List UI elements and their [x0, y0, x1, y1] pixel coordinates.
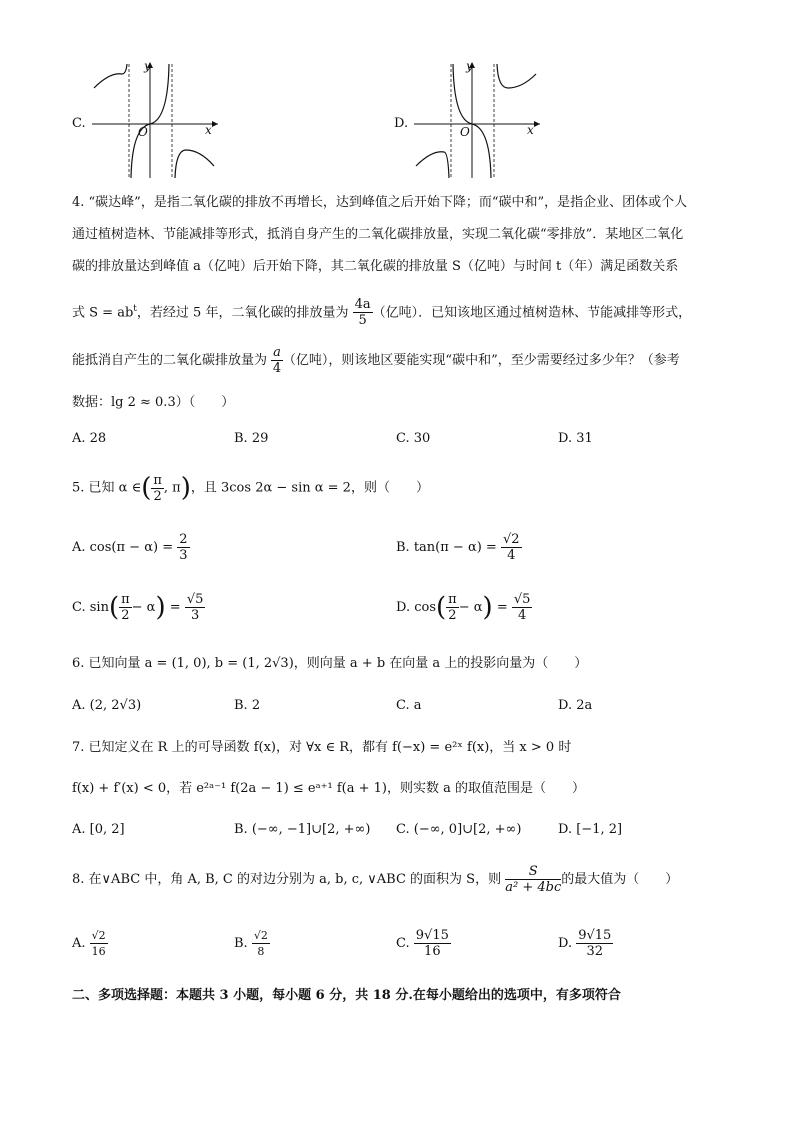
q5-stem-frac — [151, 473, 164, 504]
q4-line5-end: （亿吨），则该地区要能实现“碳中和”，至少需要经过多少年？（参考 — [282, 353, 680, 368]
graph-c-x: x — [205, 123, 212, 137]
q5-stem-den: 2 — [153, 488, 162, 504]
q8-option-c[interactable] — [396, 928, 451, 959]
q5-stem-num: π — [153, 472, 162, 488]
q4-frac2-den: 4 — [272, 361, 282, 376]
q4-option-d[interactable]: D. 31 — [558, 431, 593, 446]
q4-frac2-num: a — [273, 345, 281, 360]
q5-optc-den: 3 — [190, 608, 200, 623]
q5-optc-tail: − α — [131, 600, 156, 615]
q8-stem-b: 的最大值为（ ） — [561, 872, 679, 887]
q8-optc-num: 9√15 — [415, 928, 449, 943]
graph-c-label: C. — [72, 116, 86, 131]
q7-line1: 7. 已知定义在 R 上的可导函数 f(x)，对 ∀x ∈ R，都有 f(−x) = e²ˣ f(x)，当 x > 0 时 — [72, 740, 572, 755]
q4-option-a[interactable]: A. 28 — [72, 431, 107, 446]
q8-optc-den: 16 — [424, 944, 441, 959]
q6-option-b[interactable]: B. 2 — [234, 698, 261, 713]
q5-optb-frac — [501, 532, 522, 563]
graph-d-origin: O — [460, 125, 470, 139]
q8-optb-num: √2 — [253, 929, 268, 942]
q5-optb-den: 4 — [507, 548, 516, 563]
q8-option-d[interactable] — [558, 928, 613, 959]
q4-option-b[interactable]: B. 29 — [234, 431, 269, 446]
q8-optd-frac — [576, 928, 613, 959]
q8-stem-frac — [505, 864, 561, 895]
q5-stem: 5. 已知 α ∈( $\frac{\pi}{2}$ , π)，且 3cos 2α − sin α = 2，则（ ） — [72, 472, 429, 504]
q8-optc-label: C. — [396, 936, 410, 951]
q5-optd-inner-num: π — [448, 592, 457, 607]
q8-optb-frac — [252, 928, 270, 959]
q5-optb-num: √2 — [502, 532, 520, 547]
q7-option-c[interactable]: C. (−∞, 0]∪[2, +∞) — [396, 822, 522, 837]
graph-option-d — [394, 58, 544, 180]
q5-optd-num: √5 — [513, 592, 531, 607]
q4-line6: 数据：lg 2 ≈ 0.3）（ ） — [72, 395, 235, 410]
q8-opta-num: √2 — [91, 929, 106, 942]
q5-opta-den: 3 — [179, 548, 188, 563]
q8-option-b[interactable] — [234, 928, 270, 959]
q5-opta-text: A. cos(π − α) = — [72, 540, 174, 555]
q8-optc-frac — [414, 928, 451, 959]
q5-stem-c: ，且 3cos 2α − sin α = 2，则（ ） — [190, 480, 429, 496]
q4-line4-mid: ，若经过 5 年，二氧化碳的排放量为 — [136, 305, 349, 321]
q5-optc-frac — [185, 592, 206, 623]
q4-line4-end: （亿吨）．已知该地区通过植树造林、节能减排等形式， — [372, 305, 692, 321]
q8-opta-frac — [90, 928, 108, 959]
q8-option-a[interactable] — [72, 928, 108, 959]
q5-option-d[interactable]: D. cos( $\frac{\pi}{2}$ − α) = $\frac{√5}{4}$ — [396, 592, 531, 623]
q6-option-c[interactable]: C. a — [396, 698, 422, 713]
q8-stem-a: 8. 在∨ABC 中，角 A, B, C 的对边分别为 a, b, c, ∨ABC 的面积为 S，则 — [72, 872, 502, 887]
q5-opta-num: 2 — [179, 532, 188, 547]
q8-opta-label: A. — [72, 936, 86, 951]
graph-c-origin: O — [138, 125, 148, 139]
q8-stem-num: S — [505, 864, 561, 880]
q8-optd-label: D. — [558, 936, 573, 951]
q5-stem-b: , π — [163, 480, 181, 496]
q5-optc-num: √5 — [186, 592, 204, 607]
q5-opta-frac — [177, 532, 189, 563]
q4-formula-exp: t — [133, 304, 137, 314]
q4-line5 — [72, 345, 680, 377]
q5-optd-frac — [512, 592, 533, 623]
q4-line1: 4. “碳达峰”，是指二氧化碳的排放不再增长，达到峰值之后开始下降；而“碳中和”，是指企业、团体或个人 — [72, 195, 688, 210]
q5-optd-inner — [446, 592, 459, 623]
q4-formula: 式 S = ab — [72, 305, 134, 321]
q6-option-a[interactable]: A. (2, 2√3) — [72, 698, 142, 713]
q8-optd-den: 32 — [586, 944, 604, 959]
q5-optd-text: D. cos — [396, 600, 437, 615]
graph-c-plot — [72, 58, 222, 180]
q4-line5-start: 能抵消自产生的二氧化碳排放量为 — [72, 353, 268, 368]
q5-optb-text: B. tan(π − α) = — [396, 540, 497, 555]
section-2-heading: 二、多项选择题：本题共 3 小题，每小题 6 分，共 18 分.在每小题给出的选项中，有多项符合 — [72, 988, 621, 1003]
q5-optc-eq: = — [169, 600, 181, 615]
graph-d-x: x — [527, 123, 534, 137]
q5-option-c[interactable]: C. sin( $\frac{\pi}{2}$ − α) = $\frac{√5}{3}$ — [72, 592, 204, 623]
q7-option-a[interactable]: A. [0, 2] — [72, 822, 125, 837]
graph-d-plot — [394, 58, 544, 180]
q5-optc-inner-num: π — [121, 592, 130, 607]
graph-d-y: y — [466, 59, 473, 73]
q4-line3: 碳的排放量达到峰值 a（亿吨）后开始下降，其二氧化碳的排放量 S（亿吨）与时间 t（年）满足函数关系 — [72, 259, 679, 274]
q5-optd-den: 4 — [518, 608, 527, 623]
q8-stem-den: a² + 4bc — [505, 880, 562, 895]
q7-option-b[interactable]: B. (−∞, −1]∪[2, +∞) — [234, 822, 371, 837]
q4-frac-den: 5 — [358, 313, 367, 329]
q5-optc-text: C. sin — [72, 600, 109, 615]
q5-optc-inner-den: 2 — [121, 608, 130, 623]
q5-optd-tail: − α — [458, 600, 483, 615]
q4-line2: 通过植树造林、节能减排等形式，抵消自身产生的二氧化碳排放量，实现二氧化碳“零排放”．某地区二氧化 — [72, 227, 684, 242]
q5-option-a[interactable] — [72, 532, 190, 563]
graph-option-c — [72, 58, 222, 180]
graph-c-y: y — [144, 59, 151, 73]
q5-optc-inner — [119, 592, 132, 623]
q7-line2: f(x) + f′(x) < 0，若 e²ᵃ⁻¹ f(2a − 1) ≤ eᵃ⁺¹ f(a + 1)，则实数 a 的取值范围是（ ） — [72, 781, 585, 796]
q5-stem-a: 5. 已知 α ∈ — [72, 480, 142, 496]
q6-stem: 6. 已知向量 a = (1, 0), b = (1, 2√3)，则向量 a + b 在向量 a 上的投影向量为（ ） — [72, 656, 588, 671]
q8-optb-den: 8 — [257, 945, 265, 958]
q5-optd-eq: = — [496, 600, 508, 615]
q8-opta-den: 16 — [91, 945, 106, 958]
q4-option-c[interactable]: C. 30 — [396, 431, 431, 446]
q8-optb-label: B. — [234, 936, 248, 951]
q4-frac-a4 — [271, 345, 283, 376]
q8-stem — [72, 860, 678, 900]
q4-frac-4a5 — [353, 297, 373, 328]
q4-frac-num: 4a — [354, 297, 371, 313]
q7-option-d[interactable]: D. [−1, 2] — [558, 822, 623, 837]
q5-option-b[interactable] — [396, 532, 522, 563]
q4-line4 — [72, 293, 691, 329]
q8-optd-num: 9√15 — [578, 928, 612, 943]
q6-option-d[interactable]: D. 2a — [558, 698, 593, 713]
graph-d-label: D. — [394, 116, 409, 131]
q5-optd-inner-den: 2 — [448, 608, 457, 623]
